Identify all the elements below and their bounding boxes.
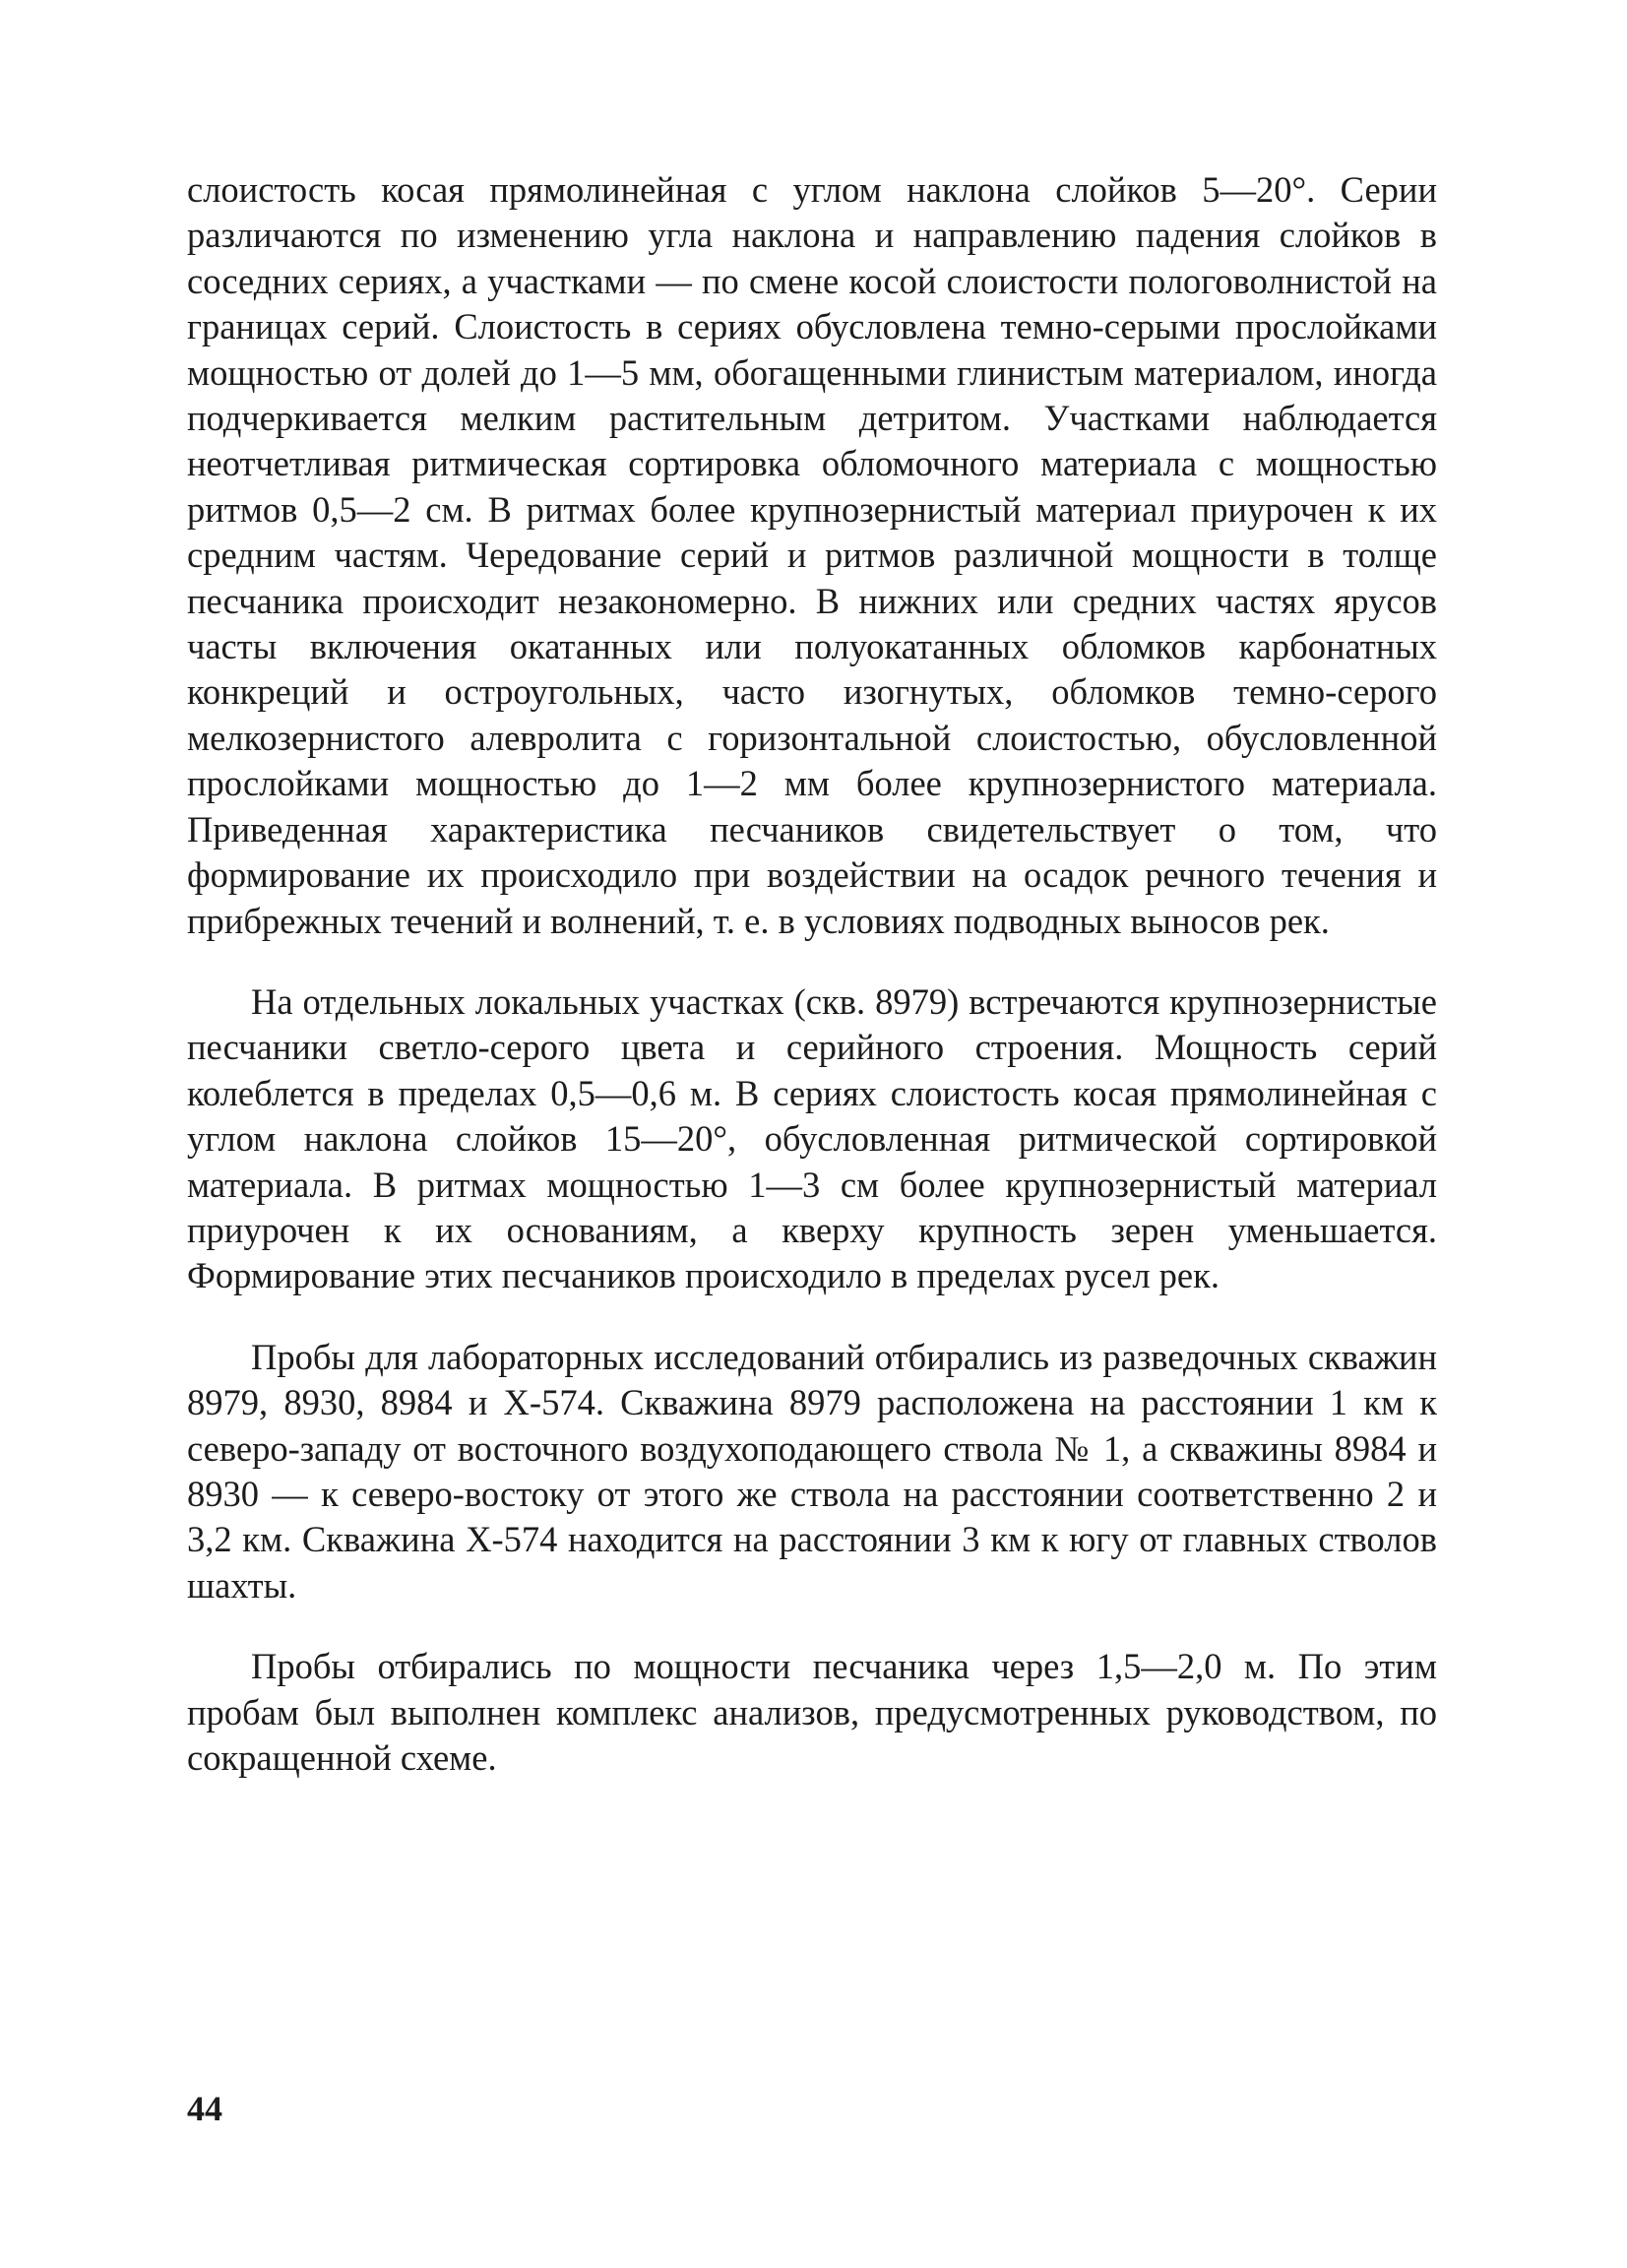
paragraph-continuation: слоистость косая прямолинейная с углом наклона слойков 5—20°. Серии различаются по изменению угла наклона и направлению падения слойков в соседних сериях, а участками — по смене косой слоистости пологоволнистой на границах серий. Слоистость в сериях обусловлена темно-серыми прослойками мощностью от долей до 1—5 мм, обогащенными глинистым материалом, иногда подчеркивается мелким растительным детритом. Участками наблюдается неотчетливая ритмическая сортировка обломочного материала с мощностью ритмов 0,5—2 см. В ритмах более крупнозернистый материал приурочен к их средним частям. Чередование серий и ритмов различной мощности в толще песчаника происходит незакономерно. В нижних или средних частях ярусов часты включения окатанных или полуокатанных обломков карбонатных конкреций и остроугольных, часто изогнутых, обломков темно-серого мелкозернистого алевролита с горизонтальной слоистостью, обусловленной прослойками мощностью до 1—2 мм более крупнозернистого материала. Приведенная характеристика песчаников свидетельствует о том, что формирование их происходило при воздействии на осадок речного течения и прибрежных течений и волнений, т. е. в условиях подводных выносов рек. [187, 169, 1437, 941]
text-column [187, 167, 1437, 1781]
paragraph-sampling-method: Пробы отбирались по мощности песчаника через 1,5—2,0 м. По этим пробам был выполнен комплекс анализов, предусмотренных руководством, по сокращенной схеме. [187, 1646, 1437, 1778]
paragraph-sampling-wells: Пробы для лабораторных исследований отбирались из разведочных скважин 8979, 8930, 8984 и Х-574. Скважина 8979 расположена на расстоянии 1 км к северо-западу от восточного воздухоподающего ствола № 1, а скважины 8984 и 8930 — к северо-востоку от этого же ствола на расстоянии соответственно 2 и 3,2 км. Скважина Х-574 находится на расстоянии 3 км к югу от главных стволов шахты. [187, 1336, 1437, 1606]
page-number: 44 [187, 2089, 222, 2128]
paragraph-local-sites: На отдельных локальных участках (скв. 8979) встречаются крупнозернистые песчаники светло-серого цвета и серийного строения. Мощность серий колеблется в пределах 0,5—0,6 м. В сериях слоистость косая прямолинейная с углом наклона слойков 15—20°, обусловленная ритмической сортировкой материала. В ритмах мощностью 1—3 см более крупнозернистый материал приурочен к их основаниям, а кверху крупность зерен уменьшается. Формирование этих песчаников происходило в пределах русел рек. [187, 980, 1437, 1296]
